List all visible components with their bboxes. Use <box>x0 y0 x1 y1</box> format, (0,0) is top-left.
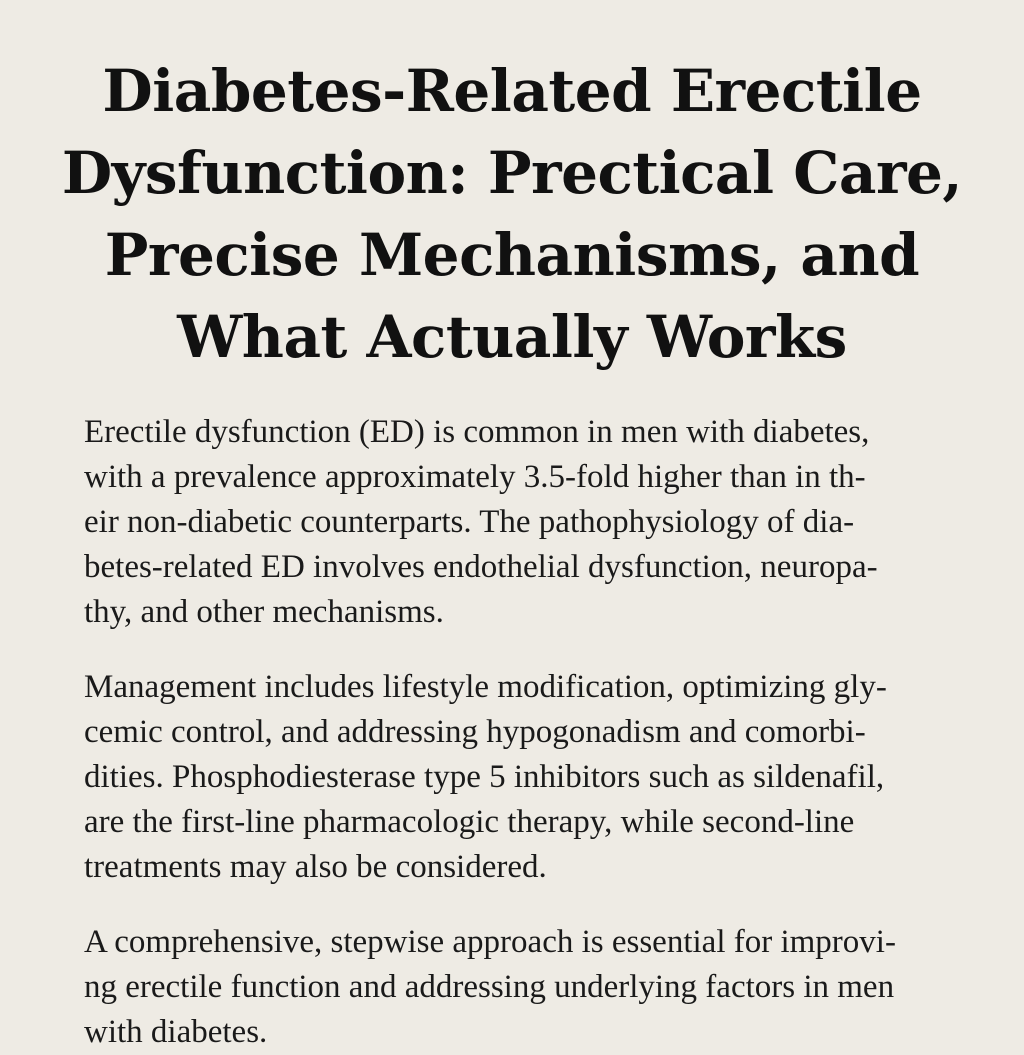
title-line: Precise Mechanisms, and <box>104 221 920 289</box>
paragraph-line: with diabetes. <box>84 1014 268 1050</box>
article-title <box>60 50 964 378</box>
paragraph-line: betes-related ED involves endothelial dysfunction, neuropa- <box>84 549 878 585</box>
paragraph-line: Erectile dysfunction (ED) is common in men with diabetes, <box>84 414 870 450</box>
paragraph-line: dities. Phosphodiesterase type 5 inhibitors such as sildenafil, <box>84 759 885 795</box>
title-line: Diabetes-Related Erectile <box>102 57 922 125</box>
paragraph-line: with a prevalence approximately 3.5-fold higher than in th- <box>84 459 866 495</box>
paragraph-line: cemic control, and addressing hypogonadism and comorbi- <box>84 714 866 750</box>
paragraph-line: A comprehensive, stepwise approach is essential for improvi- <box>84 924 896 960</box>
paragraph-line: treatments may also be considered. <box>84 849 547 885</box>
paragraph-line: Management includes lifestyle modification, optimizing gly- <box>84 669 887 705</box>
body-paragraph-3 <box>84 920 984 1055</box>
body-paragraph-1 <box>84 410 984 635</box>
paragraph-line: ng erectile function and addressing underlying factors in men <box>84 969 895 1005</box>
paragraph-line: thy, and other mechanisms. <box>84 594 444 630</box>
title-line: Dysfunction: Prectical Care, <box>61 139 963 207</box>
paragraph-line: eir non-diabetic counterparts. The pathophysiology of dia- <box>84 504 855 540</box>
body-paragraph-2 <box>84 665 984 890</box>
paragraph-line: are the first-line pharmacologic therapy, while second-line <box>84 804 855 840</box>
title-line: What Actually Works <box>177 303 847 371</box>
